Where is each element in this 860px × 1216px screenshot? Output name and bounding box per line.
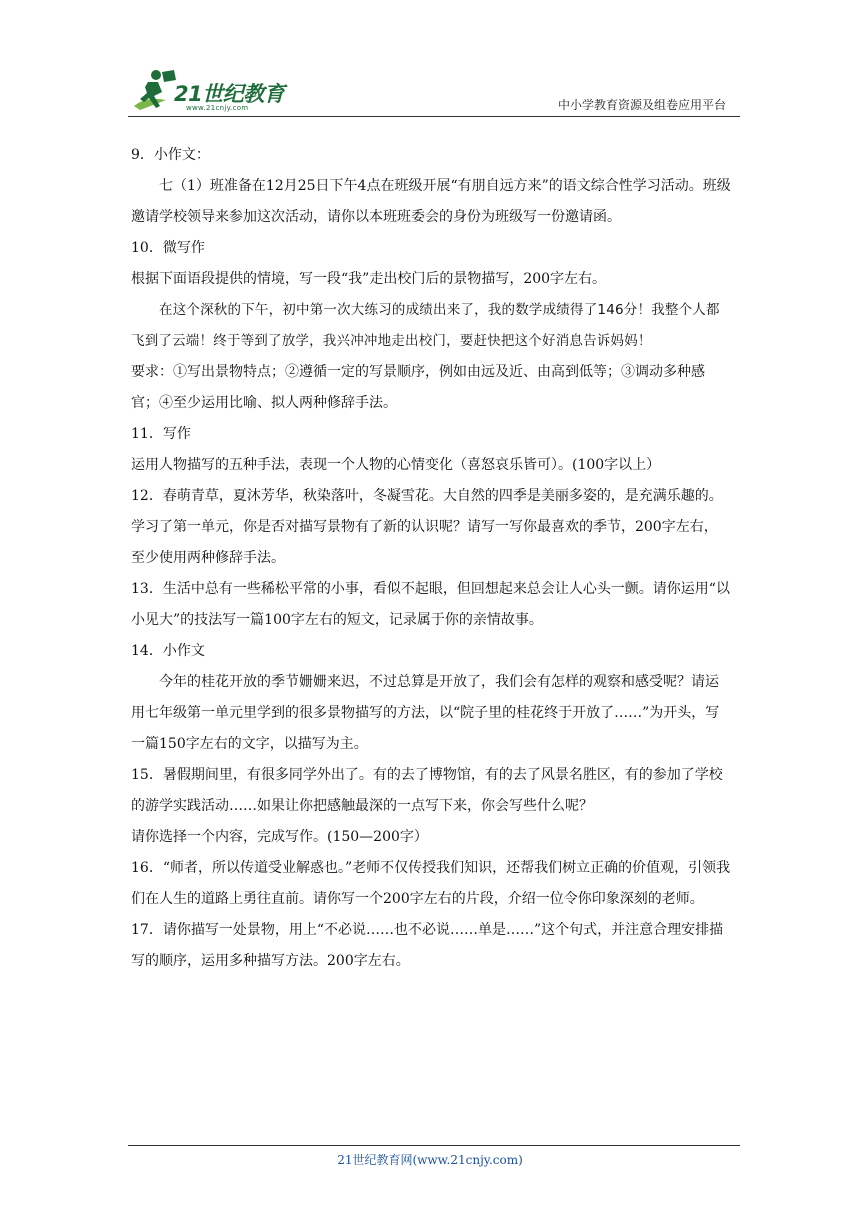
header-divider	[128, 116, 740, 117]
question-title: 10．微写作	[131, 240, 205, 256]
footer-divider	[128, 1145, 740, 1146]
question-title: 11．写作	[131, 426, 191, 442]
question-text: 运用人物描写的五种手法，表现一个人物的心情变化（喜怒哀乐皆可）。(100字以上）	[131, 457, 661, 473]
platform-title: 中小学教育资源及组卷应用平台	[557, 98, 726, 112]
footer-link[interactable]: 21世纪教育网(www.21cnjy.com)	[337, 1153, 523, 1167]
question-title: 9．小作文：	[131, 147, 210, 163]
question-text: 17．请你描写一处景物，用上“不必说……也不必说……单是……”这个句式，并注意合理安排描写的顺序，运用多种描写方法。200字左右。	[131, 922, 724, 969]
question-list	[131, 140, 731, 977]
logo-url: www.21cnjy.com	[186, 104, 249, 112]
question-passage: 在这个深秋的下午，初中第一次大练习的成绩出来了，我的数学成绩得了146分！我整个人都飞到了云端！终于等到了放学，我兴冲冲地走出校门，要赶快把这个好消息告诉妈妈！	[131, 302, 720, 349]
question-text: 12．春萌青草，夏沐芳华，秋染落叶，冬凝雪花。大自然的四季是美丽多姿的，是充满乐趣的。学习了第一单元，你是否对描写景物有了新的认识呢？请写一写你最喜欢的季节，200字左右，至少使用两种修辞手法。	[131, 488, 723, 566]
question-text: 16．“师者，所以传道受业解惑也。”老师不仅传授我们知识，还帮我们树立正确的价值观，引领我们在人生的道路上勇往直前。请你写一个200字左右的片段，介绍一位令你印象深刻的老师。	[131, 860, 731, 907]
question-text: 13．生活中总有一些稀松平常的小事，看似不起眼，但回想起来总会让人心头一颤。请你运用“以小见大”的技法写一篇100字左右的短文，记录属于你的亲情故事。	[131, 581, 730, 628]
question-text: 根据下面语段提供的情境，写一段“我”走出校门后的景物描写，200字左右。	[131, 271, 607, 287]
logo	[128, 66, 298, 114]
question-text: 15．暑假期间里，有很多同学外出了。有的去了博物馆，有的去了风景名胜区，有的参加了学校的游学实践活动……如果让你把感触最深的一点写下来，你会写些什么呢？	[131, 767, 723, 814]
logo-text: 21世纪教育	[174, 82, 285, 106]
question-text: 今年的桂花开放的季节姗姗来迟，不过总算是开放了，我们会有怎样的观察和感受呢？请运用七年级第一单元里学到的很多景物描写的方法，以“院子里的桂花终于开放了……”为开头，写一篇150字左右的文字，以描写为主。	[131, 674, 720, 752]
question-text: 七（1）班准备在12月25日下午4点在班级开展“有朋自远方来”的语文综合性学习活动。班级邀请学校领导来参加这次活动，请你以本班班委会的身份为班级写一份邀请函。	[131, 178, 731, 225]
question-requirements: 要求：①写出景物特点；②遵循一定的写景顺序，例如由远及近、由高到低等；③调动多种感官；④至少运用比喻、拟人两种修辞手法。	[131, 364, 705, 411]
page-header	[128, 66, 740, 118]
question-text: 请你选择一个内容，完成写作。(150—200字）	[131, 829, 428, 845]
question-title: 14．小作文	[131, 643, 205, 659]
